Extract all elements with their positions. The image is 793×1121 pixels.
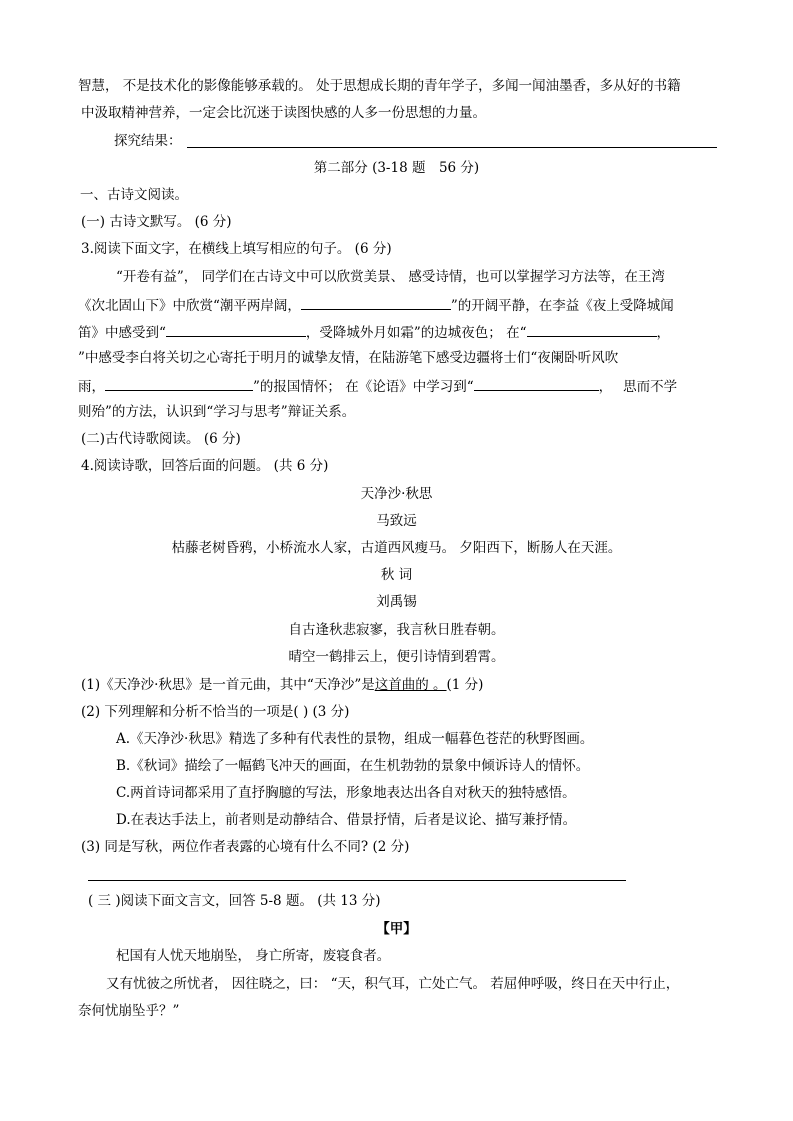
passage-para-3: 奈何忧崩坠乎？” bbox=[78, 1003, 180, 1019]
q4-1 bbox=[81, 676, 483, 694]
q4-1-score: (1 分) bbox=[446, 677, 484, 693]
q4-3: (3) 同是写秋，两位作者表露的心境有什么不同? (2 分) bbox=[81, 839, 410, 855]
q4-1-text-a: (1)《天净沙·秋思》是一首元曲，其中“天净沙”是 bbox=[81, 677, 375, 693]
subsection-2-heading: (二)古代诗歌阅读。 (6 分) bbox=[81, 431, 241, 447]
q3-line-3-text-a: 笛》中感受到“ bbox=[78, 325, 166, 341]
q3-line-3-text-b: ，受降城外月如霜”的边城夜色； 在“ bbox=[305, 325, 527, 341]
q4-2-option-b[interactable]: B.《秋词》描绘了一幅鹤飞冲天的画面，在生机勃勃的景象中倾诉诗人的情怀。 bbox=[116, 758, 590, 774]
q3-line-2-text-b: ”的开阔平静，在李益《夜上受降城闻 bbox=[450, 298, 674, 314]
q3-line-3 bbox=[78, 322, 670, 342]
q3-line-5-text-c: ， 思而不学 bbox=[598, 379, 678, 395]
subsection-3-heading: ( 三 )阅读下面文言文，回答 5-8 题。 (共 13 分) bbox=[88, 893, 381, 909]
q3-line-2 bbox=[78, 295, 674, 315]
intro-line-2: 中汲取精神营养，一定会比沉迷于读图快感的人多一份思想的力量。 bbox=[81, 105, 486, 121]
intro-line-1: 智慧， 不是技术化的影像能够承载的。 处于思想成长期的青年学子，多闻一闻油墨香，多从好的书籍 bbox=[78, 78, 681, 94]
q3-stem: 3.阅读下面文字，在横线上填写相应的句子。 (6 分) bbox=[81, 241, 392, 257]
q4-stem: 4.阅读诗歌，回答后面的问题。 (共 6 分) bbox=[81, 458, 329, 474]
q4-2-option-a[interactable]: A.《天净沙·秋思》精选了多种有代表性的景物，组成一幅暮色苍茫的秋野图画。 bbox=[116, 731, 594, 747]
q4-2-option-c[interactable]: C.两首诗词都采用了直抒胸臆的写法，形象地表达出各自对秋天的独特感悟。 bbox=[116, 785, 576, 801]
q3-blank-5[interactable] bbox=[474, 376, 599, 391]
passage-jia-title: 【甲】 bbox=[376, 921, 417, 937]
q3-line-5-text-a: 雨， bbox=[78, 379, 105, 395]
poem2-line-1: 自古逢秋悲寂寥，我言秋日胜春朝。 bbox=[288, 622, 505, 638]
q3-blank-2[interactable] bbox=[166, 322, 306, 337]
part2-heading: 第二部分 (3-18 题 56 分) bbox=[313, 160, 480, 176]
poem2-author: 刘禹锡 bbox=[376, 594, 417, 610]
q3-line-5 bbox=[78, 376, 677, 396]
poem1-title: 天净沙·秋思 bbox=[360, 486, 433, 502]
q3-line-1: “开卷有益”， 同学们在古诗文中可以欣赏美景、 感受诗情，也可以掌握学习方法等，在王湾 bbox=[116, 269, 665, 285]
q4-2: (2) 下列理解和分析不恰当的一项是( ) (3 分) bbox=[81, 704, 350, 720]
passage-para-2: 又有忧彼之所忧者， 因往晓之，曰： “天，积气耳，亡处亡气。 若屈伸呼吸，终日在天中行止， bbox=[106, 976, 680, 992]
passage-para-1: 杞国有人忧天地崩坠， 身亡所寄，废寝食者。 bbox=[116, 948, 391, 964]
q4-1-answer-blank[interactable]: 这首曲的 。 bbox=[374, 677, 447, 693]
q3-line-5-text-b: ”的报国情怀； 在《论语》中学习到“ bbox=[253, 379, 474, 395]
q3-line-3-text-c: ， bbox=[656, 325, 671, 341]
q3-line-2-text-a: 《次北固山下》中欣赏“潮平两岸阔， bbox=[78, 298, 301, 314]
section-1-heading: 一、古诗文阅读。 bbox=[80, 187, 188, 203]
result-label: 探究结果： bbox=[114, 133, 182, 149]
q3-blank-4[interactable] bbox=[105, 376, 253, 391]
q3-line-6: 则殆”的方法，认识到“学习与思考”辩证关系。 bbox=[78, 404, 356, 420]
poem1-author: 马致远 bbox=[376, 513, 417, 529]
subsection-1-heading: (一) 古诗文默写。 (6 分) bbox=[81, 214, 232, 230]
poem2-line-2: 晴空一鹤排云上，便引诗情到碧霄。 bbox=[288, 649, 505, 665]
poem1-text: 枯藤老树昏鸦，小桥流水人家，古道西风瘦马。 夕阳西下，断肠人在天涯。 bbox=[171, 540, 622, 556]
q3-line-4: ”中感受李白将关切之心寄托于明月的诚挚友情，在陆游笔下感受边疆将士们“夜阑卧听风吹 bbox=[78, 350, 619, 366]
result-answer-line[interactable] bbox=[187, 147, 717, 148]
q3-blank-1[interactable] bbox=[301, 295, 451, 310]
q4-3-answer-line[interactable] bbox=[88, 880, 626, 881]
q3-blank-3[interactable] bbox=[527, 322, 657, 337]
q4-2-option-d[interactable]: D.在表达手法上，前者则是动静结合、借景抒情，后者是议论、描写兼抒情。 bbox=[116, 812, 577, 828]
poem2-title: 秋 词 bbox=[380, 567, 413, 583]
